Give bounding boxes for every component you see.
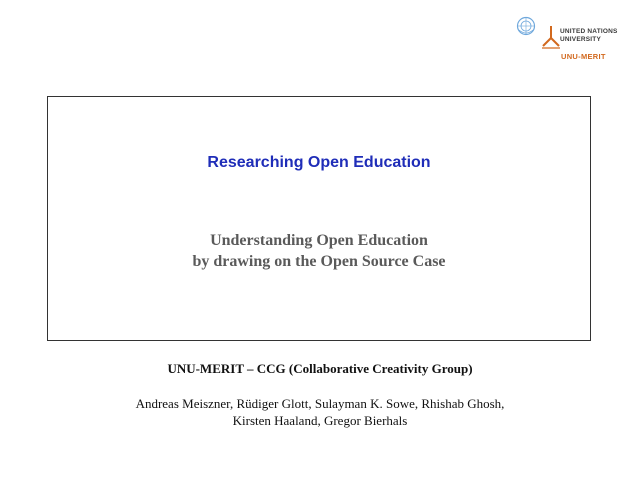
slide-title: Researching Open Education [207,154,431,171]
logo-line-1: UNITED NATIONS [560,28,618,35]
un-emblem-icon [516,16,536,36]
subtitle-line-1: Understanding Open Education [210,232,428,249]
logo-line-2: UNIVERSITY [560,36,602,43]
logo-unu-merit: UNU-MERIT [561,52,606,61]
logo-university-name [560,28,636,44]
group-name: UNU-MERIT – CCG (Collaborative Creativity Group) [167,361,473,376]
unu-merit-logo [512,14,630,64]
authors-line-1: Andreas Meiszner, Rüdiger Glott, Sulayman K. Sowe, Rhishab Ghosh, [135,396,505,411]
subtitle-line-2: by drawing on the Open Source Case [192,253,446,270]
title-box [47,96,591,341]
slide-subtitle [48,230,590,272]
authors-line-2: Kirsten Haaland, Gregor Bierhals [232,413,408,428]
author-list [0,395,640,429]
unu-mark-icon [540,24,562,50]
